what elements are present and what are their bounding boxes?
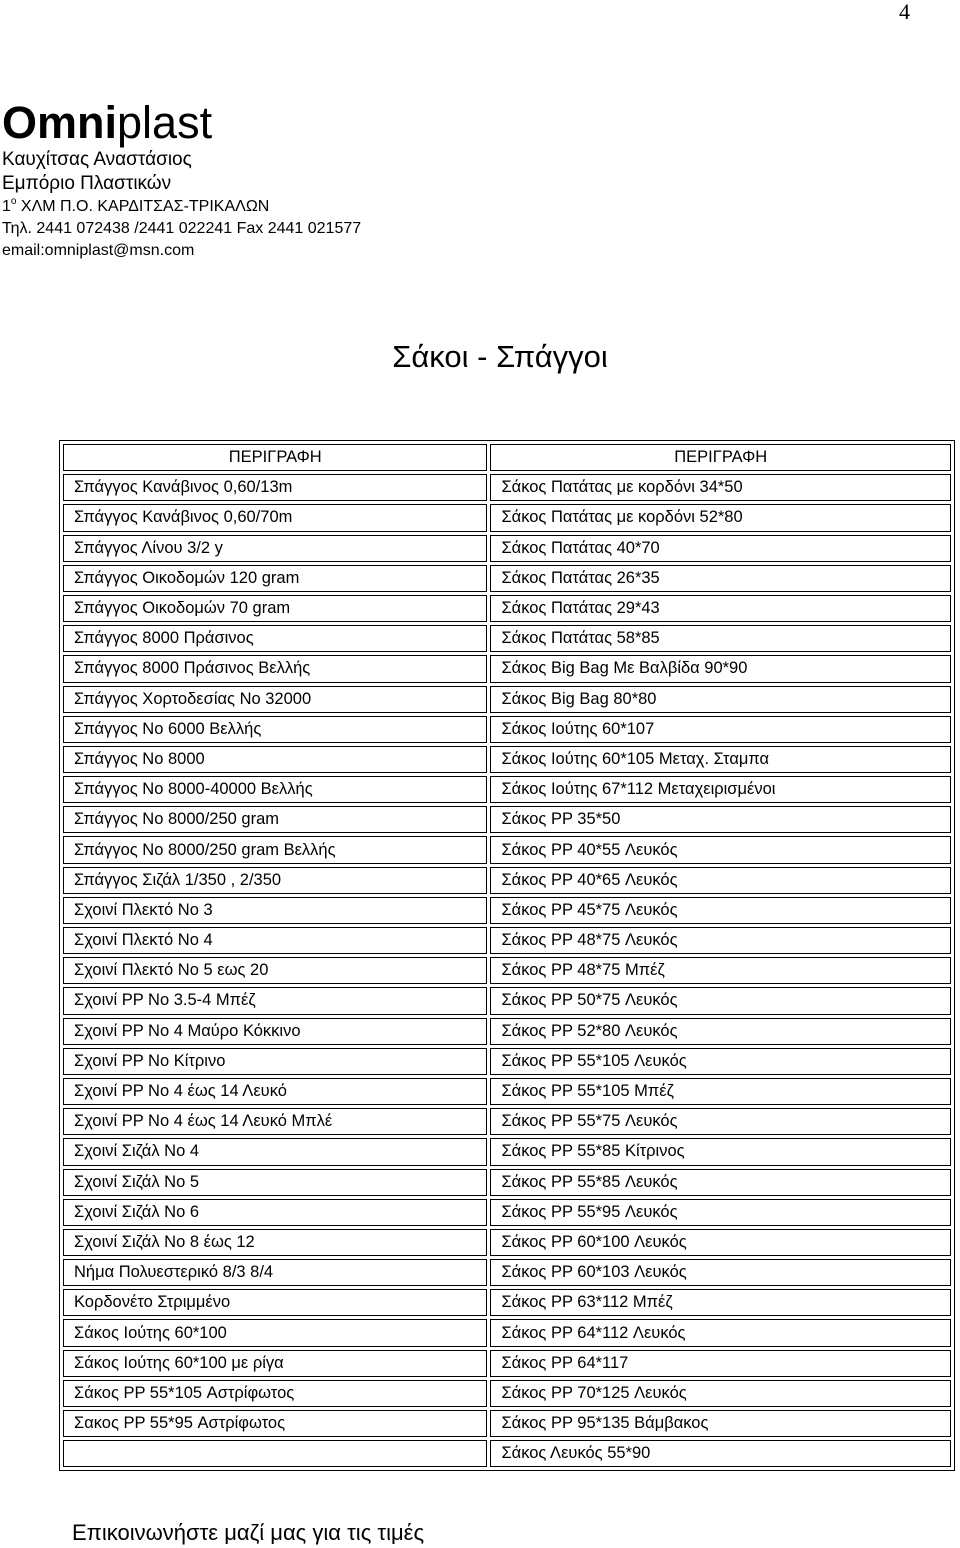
table-cell-left: Σχοινί PP Νο 4 Μαύρο Κόκκινο [63,1018,487,1045]
table-body [63,474,951,1467]
table-cell-left: Σακος PP 55*95 Αστρίφωτος [63,1410,487,1437]
table-cell-left: Σχοινί PP Νο 3.5-4 Μπέζ [63,987,487,1014]
table-cell-left: Σχοινί PP Νο 4 έως 14 Λευκό Μπλέ [63,1108,487,1135]
table-cell-right: Σάκος Πατάτας 26*35 [490,565,951,592]
table-cell-left: Σχοινί Σιζάλ Νο 8 έως 12 [63,1229,487,1256]
table-cell-right: Σάκος PP 60*100 Λευκός [490,1229,951,1256]
table-cell-left: Σπάγγος Κανάβινος 0,60/70m [63,504,487,531]
table-cell-right: Σάκος PP 55*85 Λευκός [490,1169,951,1196]
table-cell-right: Σάκος Πατάτας με κορδόνι 34*50 [490,474,951,501]
table-cell-right: Σάκος PP 63*112 Μπέζ [490,1289,951,1316]
table-row [63,927,951,954]
table-row [63,1350,951,1377]
table-row [63,1138,951,1165]
table-row [63,1078,951,1105]
table-row [63,957,951,984]
table-row [63,867,951,894]
table-cell-left: Σπάγγος Νο 6000 Βελλής [63,716,487,743]
company-email: email:omniplast@msn.com [2,242,195,259]
table-row [63,836,951,863]
table-cell-right: Σάκος PP 64*117 [490,1350,951,1377]
table-row [63,535,951,562]
table-row [63,1199,951,1226]
table-row [63,1410,951,1437]
table-row [63,1380,951,1407]
product-table [59,440,955,1471]
table-row [63,806,951,833]
table-cell-left: Σχοινί Σιζάλ Νο 5 [63,1169,487,1196]
table-cell-right: Σάκος Πατάτας 40*70 [490,535,951,562]
table-cell-right: Σάκος Big Bag 80*80 [490,686,951,713]
brand-bold: Omni [2,97,118,148]
company-logo [2,98,361,148]
table-cell-right: Σάκος PP 48*75 Μπέζ [490,957,951,984]
page-title: Σάκοι - Σπάγγοι [392,339,608,374]
table-cell-left: Σχοινί Πλεκτό Νο 4 [63,927,487,954]
table-cell-left: Σπάγγος Χορτοδεσίας Νο 32000 [63,686,487,713]
table-cell-right: Σάκος Λευκός 55*90 [490,1440,951,1467]
table-row [63,625,951,652]
footer-contact-note: Επικοινωνήστε μαζί μας για τις τιμές [72,1520,425,1545]
table-row [63,474,951,501]
page-number: 4 [899,0,910,24]
table-cell-right: Σάκος Ιούτης 67*112 Μεταχειρισμένοι [490,776,951,803]
table-row [63,1229,951,1256]
table-row [63,1169,951,1196]
table-cell-left: Σπάγγος Κανάβινος 0,60/13m [63,474,487,501]
table-cell-right: Σάκος PP 55*105 Λευκός [490,1048,951,1075]
table-cell-left: Σπάγγος Νο 8000 [63,746,487,773]
header-description-left: ΠΕΡΙΓΡΑΦΗ [63,444,487,471]
table-row [63,716,951,743]
table-cell-left: Σπάγγος 8000 Πράσινος [63,625,487,652]
table-row [63,1289,951,1316]
table-cell-left: Σάκος PP 55*105 Αστρίφωτος [63,1380,487,1407]
table-cell-left: Σχοινί Πλεκτό Νο 3 [63,897,487,924]
brand-light: plast [117,97,213,148]
table-cell-right: Σάκος PP 95*135 Βάμβακος [490,1410,951,1437]
table-row [63,1440,951,1467]
company-phone: Τηλ. 2441 072438 /2441 022241 Fax 2441 021577 [2,220,362,237]
table-cell-right: Σάκος PP 55*75 Λευκός [490,1108,951,1135]
table-cell-left: Σπάγγος Σιζάλ 1/350 , 2/350 [63,867,487,894]
table-cell-left: Σπάγγος Λίνου 3/2 y [63,535,487,562]
table-cell-right: Σάκος Ιούτης 60*107 [490,716,951,743]
header-description-right: ΠΕΡΙΓΡΑΦΗ [490,444,951,471]
table-row [63,1048,951,1075]
table-row [63,655,951,682]
company-address [2,196,361,218]
company-owner: Καυχίτσας Αναστάσιος [2,149,192,170]
table-cell-left: Σχοινί Σιζάλ Νο 6 [63,1199,487,1226]
table-cell-right: Σάκος Πατάτας με κορδόνι 52*80 [490,504,951,531]
company-business: Εμπόριο Πλαστικών [2,173,172,194]
table-cell-left: Σάκος Ιούτης 60*100 με ρίγα [63,1350,487,1377]
table-cell-left: Σάκος Ιούτης 60*100 [63,1319,487,1346]
table-cell-right: Σάκος Πατάτας 58*85 [490,625,951,652]
table-row [63,1108,951,1135]
table-cell-right: Σάκος PP 60*103 Λευκός [490,1259,951,1286]
table-row [63,897,951,924]
table-cell-right: Σάκος Πατάτας 29*43 [490,595,951,622]
table-cell-left: Σχοινί Πλεκτό Νο 5 εως 20 [63,957,487,984]
table-cell-left: Σπάγγος Νο 8000/250 gram [63,806,487,833]
product-table-container [59,440,955,1471]
address-rest: ΧΛΜ Π.Ο. ΚΑΡΔΙΤΣΑΣ-ΤΡΙΚΑΛΩΝ [16,198,270,215]
table-row [63,565,951,592]
table-cell-left: Σπάγγος Οικοδομών 70 gram [63,595,487,622]
table-cell-left: Σπάγγος Νο 8000/250 gram Βελλής [63,836,487,863]
address-superscript: ο [10,196,17,207]
table-cell-right: Σάκος PP 64*112 Λευκός [490,1319,951,1346]
table-header-row [63,444,951,471]
table-cell-right: Σάκος PP 55*105 Μπέζ [490,1078,951,1105]
table-cell-right: Σάκος PP 52*80 Λευκός [490,1018,951,1045]
table-row [63,1259,951,1286]
table-cell-right: Σάκος Big Bag Με Βαλβίδα 90*90 [490,655,951,682]
table-cell-left: Σπάγγος 8000 Πράσινος Βελλής [63,655,487,682]
table-cell-right: Σάκος PP 35*50 [490,806,951,833]
table-row [63,746,951,773]
company-header [2,98,361,262]
table-row [63,1319,951,1346]
table-cell-right: Σάκος PP 55*95 Λευκός [490,1199,951,1226]
table-row [63,1018,951,1045]
table-row [63,987,951,1014]
table-row [63,776,951,803]
table-cell-left: Σπάγγος Νο 8000-40000 Βελλής [63,776,487,803]
table-row [63,595,951,622]
table-cell-left: Σχοινί PP Νο Κίτρινο [63,1048,487,1075]
table-cell-right: Σάκος PP 48*75 Λευκός [490,927,951,954]
table-cell-right: Σάκος PP 50*75 Λευκός [490,987,951,1014]
table-cell-right: Σάκος PP 70*125 Λευκός [490,1380,951,1407]
table-cell-left: Νήμα Πολυεστερικό 8/3 8/4 [63,1259,487,1286]
table-row [63,686,951,713]
table-cell-left: Σχοινί Σιζάλ Νο 4 [63,1138,487,1165]
table-cell-right: Σάκος PP 40*55 Λευκός [490,836,951,863]
table-cell-right: Σάκος PP 45*75 Λευκός [490,897,951,924]
table-row [63,504,951,531]
table-cell-left: Σχοινί PP Νο 4 έως 14 Λευκό [63,1078,487,1105]
table-cell-right: Σάκος PP 55*85 Κίτρινος [490,1138,951,1165]
address-prefix: 1 [2,198,11,215]
table-cell-left: Σπάγγος Οικοδομών 120 gram [63,565,487,592]
table-cell-right: Σάκος Ιούτης 60*105 Μεταχ. Σταμπα [490,746,951,773]
table-cell-left: Κορδονέτο Στριμμένο [63,1289,487,1316]
table-cell-right: Σάκος PP 40*65 Λευκός [490,867,951,894]
table-cell-left [63,1440,487,1467]
